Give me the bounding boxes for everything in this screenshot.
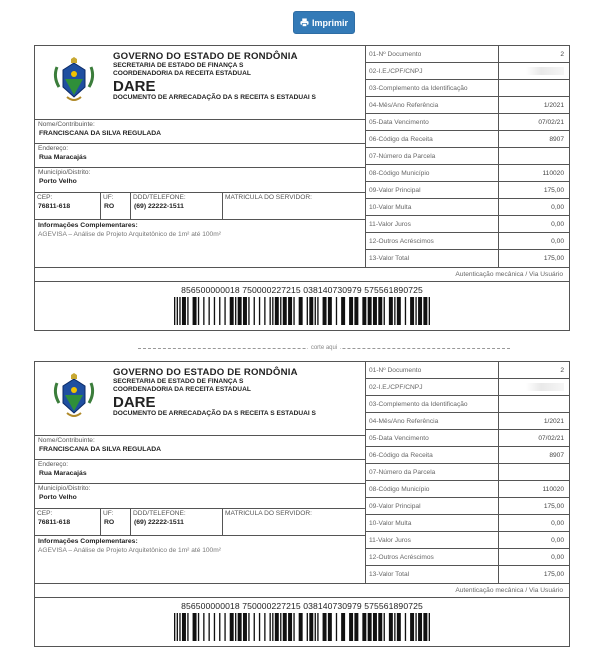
barcode-bar [323, 297, 327, 325]
barcode-bar [238, 297, 242, 325]
print-icon [300, 18, 309, 27]
coordenadoria-title: COORDENADORIA DA RECEITA ESTADUAL [113, 386, 251, 393]
barcode-bar [238, 613, 242, 641]
barcode-bar [259, 613, 260, 641]
state-coat-of-arms-icon [35, 46, 113, 119]
field-row: 07-Número da Parcela [366, 464, 569, 481]
barcode-bar [288, 297, 292, 325]
barcode-bar [315, 613, 316, 641]
field-row: 09-Valor Principal 175,00 [366, 498, 569, 515]
barcode-bar [224, 613, 225, 641]
document-fields [366, 362, 569, 583]
document-description: DOCUMENTO DE ARRECADAÇÃO DA S RECEITA S ESTADUAI S [113, 94, 316, 101]
barcode-bar [248, 297, 249, 325]
barcode-bar [307, 297, 308, 325]
print-button-label: Imprimir [311, 17, 348, 28]
barcode-bar [418, 297, 422, 325]
barcode-bar [198, 613, 199, 641]
complementary-info: Informações Complementares: AGEVISA – Análise de Projeto Arquitetônico de 1m² até 100m² [38, 222, 221, 238]
taxpayer-name-field: Nome/Contribuinte: FRANCISCANA DA SILVA REGULADA [35, 436, 365, 460]
field-row: 11-Valor Juros 0,00 [366, 532, 569, 549]
field-row: 10-Valor Multa 0,00 [366, 199, 569, 216]
field-row: 03-Complemento da Identificação [366, 80, 569, 97]
field-row: 02-I.E./CPF/CNPJ [366, 63, 569, 80]
barcode-bar [198, 297, 199, 325]
barcode-number: 856500000018 750000227215 038140730979 575561890725 [181, 601, 423, 611]
barcode-bar [270, 297, 271, 325]
barcode-bar [224, 297, 225, 325]
barcode-bar [280, 297, 281, 325]
barcode-bar [283, 613, 287, 641]
barcode-bar [264, 613, 265, 641]
barcode-bar [397, 297, 401, 325]
barcode-bar [341, 613, 345, 641]
barcode-bar [293, 613, 294, 641]
barcode-bar [174, 297, 175, 325]
barcode-bar [368, 297, 372, 325]
barcode-bar [243, 297, 247, 325]
barcode-bar [373, 297, 377, 325]
barcode-number: 856500000018 750000227215 038140730979 575561890725 [181, 285, 423, 295]
field-row: 02-I.E./CPF/CNPJ [366, 379, 569, 396]
barcode-bar [394, 297, 395, 325]
field-row: 05-Data Vencimento 07/02/21 [366, 114, 569, 131]
barcode-bar [389, 297, 393, 325]
barcode-bar [182, 613, 186, 641]
secretaria-title: SECRETARIA DE ESTADO DE FINANÇA S [113, 62, 244, 69]
field-row: 06-Código da Receita 8907 [366, 447, 569, 464]
coordenadoria-title: COORDENADORIA DA RECEITA ESTADUAL [113, 70, 251, 77]
dare-slip-first [34, 45, 570, 331]
barcode-bar [193, 297, 197, 325]
barcode-bar [328, 613, 332, 641]
barcode-bar [423, 297, 427, 325]
barcode-bar [293, 297, 294, 325]
field-row: 01-Nº Documento 2 [366, 362, 569, 379]
barcode-bar [182, 297, 186, 325]
barcode-bar [219, 613, 220, 641]
barcode-bar [394, 613, 395, 641]
uf-field: UF: RO [101, 193, 131, 219]
field-row: 13-Valor Total 175,00 [366, 566, 569, 583]
server-registration-field: MATRICULA DO SERVIDOR: [225, 194, 312, 201]
barcode-bar [270, 613, 271, 641]
redacted-value [526, 383, 564, 391]
barcode-bar [230, 613, 234, 641]
city-field: Município/Distrito: Porto Velho [35, 168, 365, 193]
phone-field: DDD/TELEFONE: (69) 22222-1511 [131, 509, 223, 535]
barcode-bar [177, 613, 178, 641]
barcode-bar [272, 613, 273, 641]
barcode-bar [309, 297, 313, 325]
barcode-area [35, 601, 569, 646]
barcode-bar [219, 297, 220, 325]
barcode-bar [315, 297, 316, 325]
redacted-value [526, 67, 564, 75]
barcode-bar [309, 613, 313, 641]
cut-line: corte aqui [138, 343, 510, 353]
gov-title: GOVERNO DO ESTADO DE RONDÔNIA [113, 51, 298, 62]
barcode-bar [429, 613, 430, 641]
barcode-area [35, 285, 569, 330]
barcode-bar [254, 297, 255, 325]
dare-header [35, 362, 365, 436]
barcode-bar [259, 297, 260, 325]
barcode-bar [317, 297, 318, 325]
field-row: 10-Valor Multa 0,00 [366, 515, 569, 532]
dare-header [35, 46, 365, 120]
barcode-bar [410, 297, 414, 325]
barcode-bar [354, 613, 358, 641]
document-description: DOCUMENTO DE ARRECADAÇÃO DA S RECEITA S ESTADUAI S [113, 410, 316, 417]
barcode-bar [235, 613, 236, 641]
field-row: 12-Outros Acréscimos 0,00 [366, 233, 569, 250]
barcode-bar [373, 613, 377, 641]
barcode-bar [415, 613, 416, 641]
barcode-bar [214, 297, 215, 325]
field-row: 07-Número da Parcela [366, 148, 569, 165]
barcode-bar [328, 297, 332, 325]
barcode-bar [362, 297, 366, 325]
field-row: 11-Valor Juros 0,00 [366, 216, 569, 233]
barcode-bar [429, 297, 430, 325]
barcode-bar [341, 297, 345, 325]
dare-slip-second [34, 361, 570, 647]
barcode-bar [368, 613, 372, 641]
field-row: 06-Código da Receita 8907 [366, 131, 569, 148]
cep-field: CEP: 76811-618 [35, 509, 101, 535]
barcode-bar [288, 613, 292, 641]
uf-field: UF: RO [101, 509, 131, 535]
barcode-bar [354, 297, 358, 325]
field-row: 04-Mês/Ano Referência 1/2021 [366, 413, 569, 430]
field-row: 04-Mês/Ano Referência 1/2021 [366, 97, 569, 114]
dare-title: DARE [113, 78, 156, 95]
city-field: Município/Distrito: Porto Velho [35, 484, 365, 509]
print-button[interactable] [293, 11, 355, 34]
dare-title: DARE [113, 394, 156, 411]
barcode-bar [317, 613, 318, 641]
server-registration-field: MATRICULA DO SERVIDOR: [225, 510, 312, 517]
barcode-bar [275, 613, 279, 641]
barcode-bar [254, 613, 255, 641]
barcode-bar [349, 297, 353, 325]
field-row: 08-Código Município 110020 [366, 481, 569, 498]
barcode-bar [349, 613, 353, 641]
field-row: 01-Nº Documento 2 [366, 46, 569, 63]
barcode-bar [193, 613, 197, 641]
barcode-bar [323, 613, 327, 641]
cep-field: CEP: 76811-618 [35, 193, 101, 219]
barcode-bar [384, 297, 385, 325]
barcode-bar [389, 613, 393, 641]
barcode-bar [280, 613, 281, 641]
field-row: 09-Valor Principal 175,00 [366, 182, 569, 199]
address-field: Endereço: Rua Maracajás [35, 460, 365, 484]
barcode-bar [174, 613, 175, 641]
barcode-bar [177, 297, 178, 325]
complementary-info: Informações Complementares: AGEVISA – Análise de Projeto Arquitetônico de 1m² até 100m² [38, 538, 221, 554]
barcode [174, 297, 430, 325]
barcode-bar [423, 613, 427, 641]
barcode-bar [264, 297, 265, 325]
barcode-bar [187, 613, 188, 641]
barcode-bar [362, 613, 366, 641]
address-field: Endereço: Rua Maracajás [35, 144, 365, 168]
document-fields [366, 46, 569, 267]
barcode-bar [336, 297, 337, 325]
barcode-bar [179, 297, 180, 325]
barcode-bar [384, 613, 385, 641]
barcode-bar [187, 297, 188, 325]
state-coat-of-arms-icon [35, 362, 113, 435]
barcode-bar [415, 297, 416, 325]
barcode-bar [272, 297, 273, 325]
barcode-bar [214, 613, 215, 641]
phone-field: DDD/TELEFONE: (69) 22222-1511 [131, 193, 223, 219]
barcode-bar [397, 613, 401, 641]
barcode-bar [405, 613, 406, 641]
barcode-bar [405, 297, 406, 325]
barcode-bar [208, 297, 209, 325]
barcode-bar [275, 297, 279, 325]
barcode-bar [336, 613, 337, 641]
barcode-bar [179, 613, 180, 641]
authentication-label: Autenticação mecânica / Via Usuário [35, 268, 569, 282]
barcode-bar [307, 613, 308, 641]
barcode-bar [299, 297, 303, 325]
field-row: 05-Data Vencimento 07/02/21 [366, 430, 569, 447]
barcode-bar [418, 613, 422, 641]
barcode-bar [230, 297, 234, 325]
field-row: 12-Outros Acréscimos 0,00 [366, 549, 569, 566]
authentication-label: Autenticação mecânica / Via Usuário [35, 584, 569, 598]
barcode-bar [203, 613, 204, 641]
cep-row [35, 193, 365, 220]
gov-title: GOVERNO DO ESTADO DE RONDÔNIA [113, 367, 298, 378]
barcode-bar [203, 297, 204, 325]
cep-row [35, 509, 365, 536]
barcode-bar [378, 297, 382, 325]
barcode-bar [208, 613, 209, 641]
field-row: 13-Valor Total 175,00 [366, 250, 569, 267]
barcode-bar [283, 297, 287, 325]
taxpayer-name-field: Nome/Contribuinte: FRANCISCANA DA SILVA REGULADA [35, 120, 365, 144]
barcode-bar [378, 613, 382, 641]
barcode [174, 613, 430, 641]
barcode-bar [248, 613, 249, 641]
barcode-bar [235, 297, 236, 325]
field-row: 08-Código Município 110020 [366, 165, 569, 182]
barcode-bar [299, 613, 303, 641]
secretaria-title: SECRETARIA DE ESTADO DE FINANÇA S [113, 378, 244, 385]
field-row: 03-Complemento da Identificação [366, 396, 569, 413]
barcode-bar [410, 613, 414, 641]
barcode-bar [243, 613, 247, 641]
